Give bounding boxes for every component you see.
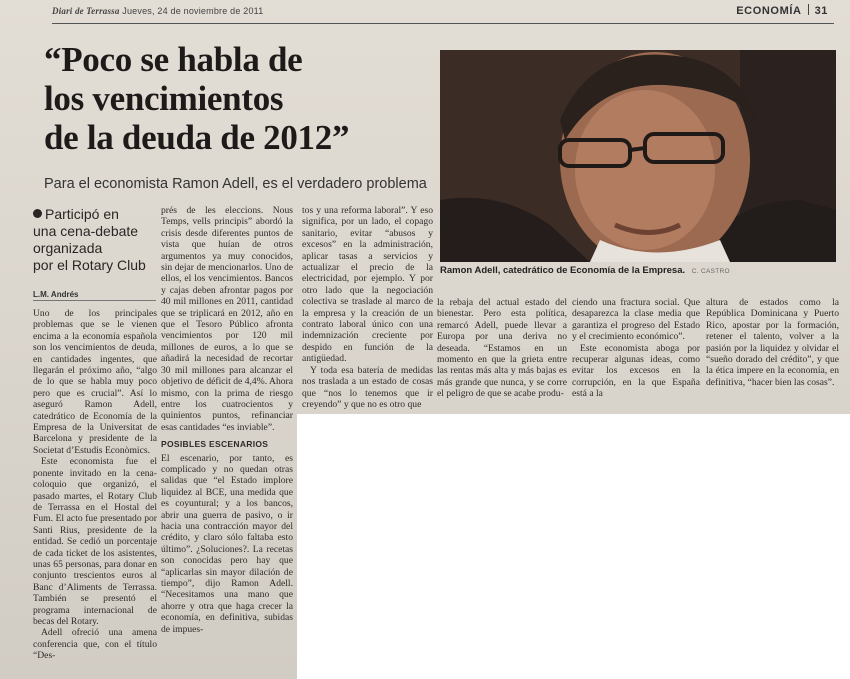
- headline: [44, 40, 424, 157]
- headline-line: “Poco se habla de: [44, 40, 303, 79]
- article-paragraph: Este economista fue el ponente invitado en la cena-coloquio que organizó, el pasado martes, el Rotary Club de Terrassa en el Hostal del Fum. El acto fue presentado por Santi Rius, presidente de la entidad. Se cedió un porcentaje de cada ticket de los asistentes, unas 65 personas, para donar en conjunto trescientos euros al Banc d’Aliments de Terrassa. También se presentó el programa internacional de becas del Rotary.: [33, 456, 157, 627]
- article-paragraph: la rebaja del actual estado del bienestar. Pero esta política, remarcó Adell, puede llevar a Europa por una deriva no deseada. “Estamos en un momento en que la grieta entre las rentas más alta y más bajas es más grande que nunca, y se corre el peligro de que se acabe produ-: [437, 297, 567, 400]
- article-column-2: [161, 205, 293, 635]
- article-paragraph: ciendo una fractura social. Que desaparezca la clase media que garantiza el progreso del Estado y el crecimiento económico”.: [572, 297, 700, 343]
- article-paragraph: Y toda esa batería de medidas nos traslada a un estado de cosas que “nos lo tenemos que ir creyendo” y que no es otro que: [302, 364, 433, 410]
- article-column-1: [33, 308, 157, 662]
- page-number: 31: [814, 5, 828, 17]
- section-name: ECONOMÍA: [736, 5, 802, 17]
- byline-divider: [33, 300, 156, 301]
- photo-credit: C. CASTRO: [691, 268, 730, 275]
- article-paragraph: Adell ofreció una amena conferencia que, con el título “Des-: [33, 627, 157, 662]
- blank-background: [297, 414, 850, 679]
- headline-line: de la deuda de 2012”: [44, 118, 350, 157]
- page-header-right: [736, 4, 828, 17]
- article-column-6: [706, 297, 839, 388]
- article-paragraph: Uno de los principales problemas que se le vienen encima a la economía española son los vencimientos de deuda, en cantidades ingentes, que llegarán el próximo año, “algo de lo que se habla muy poco pero que es crucial”. Así lo aseguró Ramon Adell, catedrático de Economía de la Empresa de la Universitat de Barcelona y presidente de la Societat d’Estudis Econòmics.: [33, 308, 157, 456]
- page-header-left: [52, 6, 263, 16]
- header-divider: [52, 23, 834, 24]
- publication-name: Diari de Terrassa: [52, 6, 120, 16]
- portrait-photo: [440, 50, 836, 262]
- pull-quote-line: una cena-debate: [33, 223, 139, 239]
- caption-text: Ramon Adell, catedrático de Economía de la Empresa.: [440, 265, 686, 276]
- article-paragraph: prés de les eleccions. Nous Temps, vells principis” abordó la crisis desde diferentes puntos de vista que huían de otros argumentos ya muy conocidos, sin dejar de mencionarlos. Uno de ellos, el los vencimientos. Bancos y cajas deben afrontar pagos por 40 mil millones en 2011, cantidad que se triplicará en 2012, año en que el Tesoro Público afronta vencimientos por 120 mil millones de euros, a lo que se añadirá la necesidad de recortar 30 mil millones para alcanzar el objetivo de déficit de 4,4%. Ahora mismo, con la prima de riesgo entre los cuatrocientos y quinientos puntos, refinanciar esas cantidades “es inviable”.: [161, 205, 293, 433]
- section-heading: POSIBLES ESCENARIOS: [161, 439, 269, 450]
- article-paragraph: tos y una reforma laboral”. Y eso significa, por un lado, el copago sanitario, evitar “abusos y excesos” en la administración, aplicar tasas a servicios y actualizar el precio de la electricidad, por ejemplo. Y por otro lado que la negociación colectiva se traslade al marco de la empresa y la creación de un contrato laboral único con una indemnización creciente por despido en función de la antigüedad.: [302, 205, 433, 365]
- article-column-3: [302, 205, 433, 410]
- headline-line: los vencimientos: [44, 79, 284, 118]
- article-paragraph: altura de estados como la República Dominicana y Puerto Rico, apostar por la formación, retener el talento, volver a la pasión por la liquidez y olvidar el “sueño dorado del crédito”, y que la ética impere en la economía, en definitiva, “hacer bien las cosas”.: [706, 297, 839, 388]
- portrait-illustration: [440, 50, 836, 262]
- byline: L.M. Andrés: [33, 290, 79, 299]
- publication-date: Jueves, 24 de noviembre de 2011: [122, 6, 264, 16]
- photo-caption: [440, 265, 836, 276]
- pull-quote-line: por el Rotary Club: [33, 257, 146, 273]
- subheadline: Para el economista Ramon Adell, es el verdadero problema: [44, 176, 427, 192]
- article-column-5: [572, 297, 700, 400]
- article-column-4: [437, 297, 567, 400]
- pull-quote-line: organizada: [33, 240, 103, 256]
- header-separator: [808, 4, 809, 15]
- bullet-icon: [33, 209, 42, 218]
- article-paragraph: Este economista aboga por recuperar algunas ideas, como evitar los excesos en la corrupción, en la que España está a la: [572, 342, 700, 400]
- pull-quote: [33, 206, 161, 274]
- article-paragraph: El escenario, por tanto, es complicado y no quedan otras salidas que “el Estado implore liquidez al BCE, una medida que es coyuntural; y a los bancos, abrir una guerra de pasivo, o ir hacia una contracción mayor del crédito, y claro sólo faltaba esto último”. ¿Soluciones?. La recetas son conocidas pero hay que “aplicarlas sin mayor dilación de tiempo”, dijo Ramon Adell. “Necesitamos una mano que ahorre y otra que haga crecer la economía, en definitiva, subidas de impues-: [161, 452, 293, 635]
- pull-quote-line: Participó en: [45, 206, 119, 222]
